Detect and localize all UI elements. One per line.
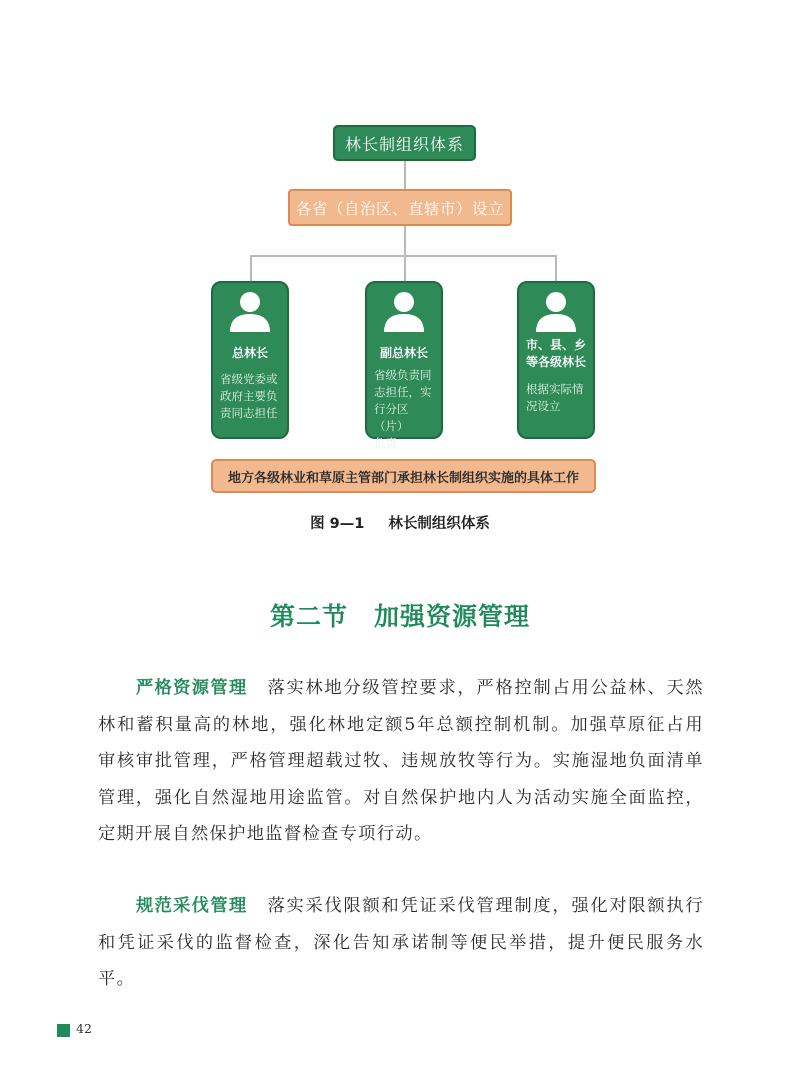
- card-description: 根据实际情 况设立: [526, 382, 584, 413]
- paragraph-lead: 规范采伐管理: [136, 896, 248, 916]
- person-icon: [381, 288, 427, 334]
- card-title: 市、县、乡 等各级林长: [525, 338, 586, 369]
- connector-horizontal: [250, 255, 556, 257]
- connector-province-down: [404, 226, 406, 256]
- connector-root-province: [404, 161, 406, 189]
- paragraph-body: 落实林地分级管控要求，严格控制占用公益林、天然林和蓄积量高的林地，强化林地定额5年总额控制机制。加强草原征占用审核审批管理，严格管理超载过牧、违规放牧等行为。实施湿地负面清单管理，强化自然湿地用途监管。对自然保护地内人为活动实施全面监控，定期开展自然保护地监督检查专项行动。: [98, 678, 704, 844]
- paragraph-lead: 严格资源管理: [136, 678, 248, 698]
- person-icon: [227, 288, 273, 334]
- card-deputy-chief: [365, 281, 443, 450]
- page-marker: [57, 1024, 70, 1037]
- card-description: 省级负责同 志担任，实 行分区（片） 负责: [374, 368, 432, 450]
- paragraph-resource-management: [98, 670, 704, 853]
- section-number: 第二节: [269, 602, 348, 631]
- section-heading: 加强资源管理: [374, 602, 531, 631]
- card-chief-forest-chief: [211, 281, 289, 439]
- implementation-box: 地方各级林业和草原主管部门承担林长制组织实施的具体工作: [211, 459, 596, 493]
- org-root-box: 林长制组织体系: [333, 125, 476, 161]
- connector-left-card: [250, 255, 252, 281]
- figure-title: 林长制组织体系: [388, 516, 490, 532]
- connector-right-card: [555, 255, 557, 281]
- figure-number: 图 9—1: [310, 516, 365, 532]
- card-local-chiefs: [517, 281, 595, 439]
- page-number: 42: [76, 1021, 92, 1036]
- province-box: 各省（自治区、直辖市）设立: [288, 189, 512, 226]
- card-description: 省级党委或 政府主要负 责同志担任: [220, 372, 278, 420]
- connector-mid-card: [404, 255, 406, 281]
- section-title: [0, 597, 800, 633]
- paragraph-logging-management: [98, 888, 704, 998]
- card-title: 总林长: [231, 346, 268, 360]
- card-title: 副总林长: [379, 346, 428, 360]
- paragraph-body: 落实采伐限额和凭证采伐管理制度，强化对限额执行和凭证采伐的监督检查，深化告知承诺制等便民举措，提升便民服务水平。: [98, 896, 704, 989]
- figure-caption: [0, 512, 800, 533]
- person-icon: [533, 288, 579, 334]
